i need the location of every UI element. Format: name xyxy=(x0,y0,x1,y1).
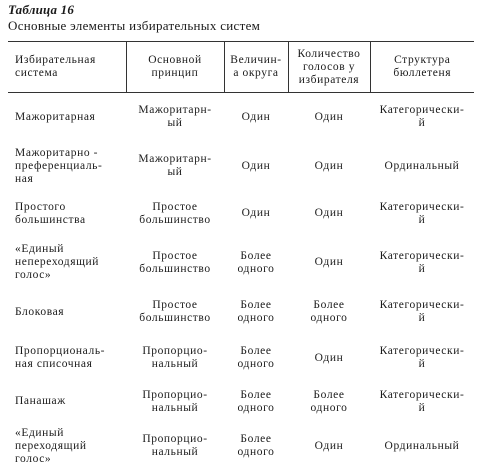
table-row xyxy=(8,191,474,236)
cell-line: Блоковая xyxy=(15,305,65,318)
cell-line: преференциаль- xyxy=(15,159,103,172)
header-votes-per-voter xyxy=(288,42,370,93)
table-row xyxy=(8,335,474,381)
header-district-magnitude xyxy=(224,42,288,93)
cell-votes xyxy=(288,93,370,142)
cell-line: ная xyxy=(15,172,34,185)
cell-line: й xyxy=(418,262,426,275)
cell-line: Мажоритарно - xyxy=(15,146,99,159)
cell-principle xyxy=(126,335,224,381)
cell-line: ная списочная xyxy=(15,358,93,370)
cell-line: голос» xyxy=(15,452,52,465)
cell-line: Пропорцио- xyxy=(142,433,208,445)
table-row xyxy=(8,289,474,335)
cell-magnitude xyxy=(224,141,288,191)
cell-line: Один xyxy=(314,207,344,219)
cell-line: непереходящий xyxy=(15,256,100,268)
table-caption xyxy=(8,2,478,34)
cell-line: избирателя xyxy=(298,73,360,86)
cell-line: ый xyxy=(167,117,183,129)
cell-system xyxy=(8,289,126,335)
header-ballot-structure xyxy=(370,42,474,93)
cell-line: Более xyxy=(240,388,272,401)
header-row xyxy=(8,42,474,93)
cell-magnitude xyxy=(224,422,288,470)
cell-line: переходящий xyxy=(15,439,87,452)
cell-magnitude xyxy=(224,236,288,289)
cell-line: Величин- xyxy=(230,54,282,66)
cell-votes xyxy=(288,422,370,470)
cell-line: голосов у xyxy=(302,60,356,73)
cell-line: й xyxy=(418,401,426,414)
cell-line: одного xyxy=(310,312,348,324)
cell-principle xyxy=(126,422,224,470)
cell-ballot xyxy=(370,422,474,470)
cell-system xyxy=(8,335,126,381)
cell-line: й xyxy=(418,117,426,129)
cell-line: Категорически- xyxy=(379,299,465,311)
table-row xyxy=(8,93,474,142)
cell-line: Ординальный xyxy=(384,439,460,452)
cell-line: Мажоритарная xyxy=(15,110,96,123)
table-title: Основные элементы избирательных систем xyxy=(8,18,261,33)
cell-line: Количество xyxy=(297,47,361,60)
cell-principle xyxy=(126,289,224,335)
cell-line: Структура xyxy=(394,54,451,66)
cell-line: Простое xyxy=(152,200,198,213)
table-header xyxy=(8,42,474,93)
cell-line: бюллетеня xyxy=(393,67,452,79)
cell-line: Категорически- xyxy=(379,345,465,357)
cell-votes xyxy=(288,289,370,335)
cell-line: Более xyxy=(313,299,345,311)
electoral-systems-table xyxy=(8,41,474,470)
cell-ballot xyxy=(370,191,474,236)
cell-line: й xyxy=(418,213,426,226)
cell-line: й xyxy=(418,312,426,324)
cell-line: Один xyxy=(241,159,271,172)
cell-line: й xyxy=(418,358,426,370)
table-row xyxy=(8,381,474,422)
cell-line: Категорически- xyxy=(379,200,465,213)
cell-line: Один xyxy=(314,351,344,364)
cell-magnitude xyxy=(224,335,288,381)
cell-principle xyxy=(126,236,224,289)
cell-system xyxy=(8,236,126,289)
cell-line: Более xyxy=(240,299,272,311)
cell-line: нальный xyxy=(151,401,199,414)
cell-line: Категорически- xyxy=(379,104,465,116)
cell-line: система xyxy=(15,67,58,79)
cell-line: Более xyxy=(313,388,345,401)
cell-line: Пропорцио- xyxy=(142,345,208,357)
header-basic-principle xyxy=(126,42,224,93)
cell-magnitude xyxy=(224,93,288,142)
table-row xyxy=(8,141,474,191)
cell-line: Простое xyxy=(152,249,198,262)
cell-line: Избирательная xyxy=(15,54,96,66)
cell-votes xyxy=(288,335,370,381)
cell-principle xyxy=(126,93,224,142)
cell-ballot xyxy=(370,381,474,422)
cell-line: большинство xyxy=(139,312,211,324)
cell-line: большинства xyxy=(15,213,86,226)
cell-line: Ординальный xyxy=(384,159,460,172)
cell-line: Простое xyxy=(152,299,198,311)
table-row xyxy=(8,422,474,470)
cell-system xyxy=(8,381,126,422)
cell-line: голос» xyxy=(15,269,52,281)
cell-line: одного xyxy=(310,401,348,414)
cell-line: большинство xyxy=(139,262,211,275)
cell-ballot xyxy=(370,335,474,381)
cell-ballot xyxy=(370,289,474,335)
cell-ballot xyxy=(370,141,474,191)
cell-line: нальный xyxy=(151,446,199,458)
table-number: Таблица 16 xyxy=(8,2,75,17)
cell-principle xyxy=(126,191,224,236)
cell-line: а округа xyxy=(233,67,279,79)
cell-votes xyxy=(288,236,370,289)
header-electoral-system xyxy=(8,42,126,93)
cell-line: Мажоритарн- xyxy=(138,153,212,165)
cell-line: Категорически- xyxy=(379,249,465,262)
cell-system xyxy=(8,141,126,191)
cell-line: Более xyxy=(240,249,272,262)
cell-system xyxy=(8,422,126,470)
cell-line: Один xyxy=(314,110,344,123)
cell-principle xyxy=(126,381,224,422)
cell-magnitude xyxy=(224,191,288,236)
table-body xyxy=(8,93,474,471)
table-row xyxy=(8,236,474,289)
cell-line: принцип xyxy=(151,67,199,79)
cell-line: одного xyxy=(237,446,275,458)
cell-line: Категорически- xyxy=(379,388,465,401)
cell-votes xyxy=(288,141,370,191)
cell-line: нальный xyxy=(151,358,199,370)
cell-line: Пропорцио- xyxy=(142,388,208,401)
cell-line: Основной xyxy=(148,54,202,66)
cell-line: Один xyxy=(241,110,271,123)
cell-magnitude xyxy=(224,381,288,422)
cell-line: одного xyxy=(237,262,275,275)
cell-line: Более xyxy=(240,433,272,445)
cell-ballot xyxy=(370,93,474,142)
cell-votes xyxy=(288,191,370,236)
cell-line: «Единый xyxy=(15,243,65,255)
cell-line: Панашаж xyxy=(15,395,66,407)
cell-system xyxy=(8,191,126,236)
cell-line: одного xyxy=(237,401,275,414)
cell-line: Мажоритарн- xyxy=(138,104,212,116)
cell-principle xyxy=(126,141,224,191)
cell-line: Один xyxy=(314,159,344,172)
cell-ballot xyxy=(370,236,474,289)
cell-line: большинство xyxy=(139,213,211,226)
cell-line: одного xyxy=(237,312,275,324)
cell-line: Один xyxy=(314,256,344,268)
cell-line: одного xyxy=(237,358,275,370)
cell-line: Один xyxy=(241,207,271,219)
cell-line: Пропорциональ- xyxy=(15,345,106,357)
cell-line: ый xyxy=(167,166,183,178)
cell-votes xyxy=(288,381,370,422)
cell-line: Простого xyxy=(15,200,66,213)
cell-line: «Единый xyxy=(15,426,65,439)
cell-line: Более xyxy=(240,345,272,357)
cell-line: Один xyxy=(314,439,344,452)
cell-system xyxy=(8,93,126,142)
cell-magnitude xyxy=(224,289,288,335)
